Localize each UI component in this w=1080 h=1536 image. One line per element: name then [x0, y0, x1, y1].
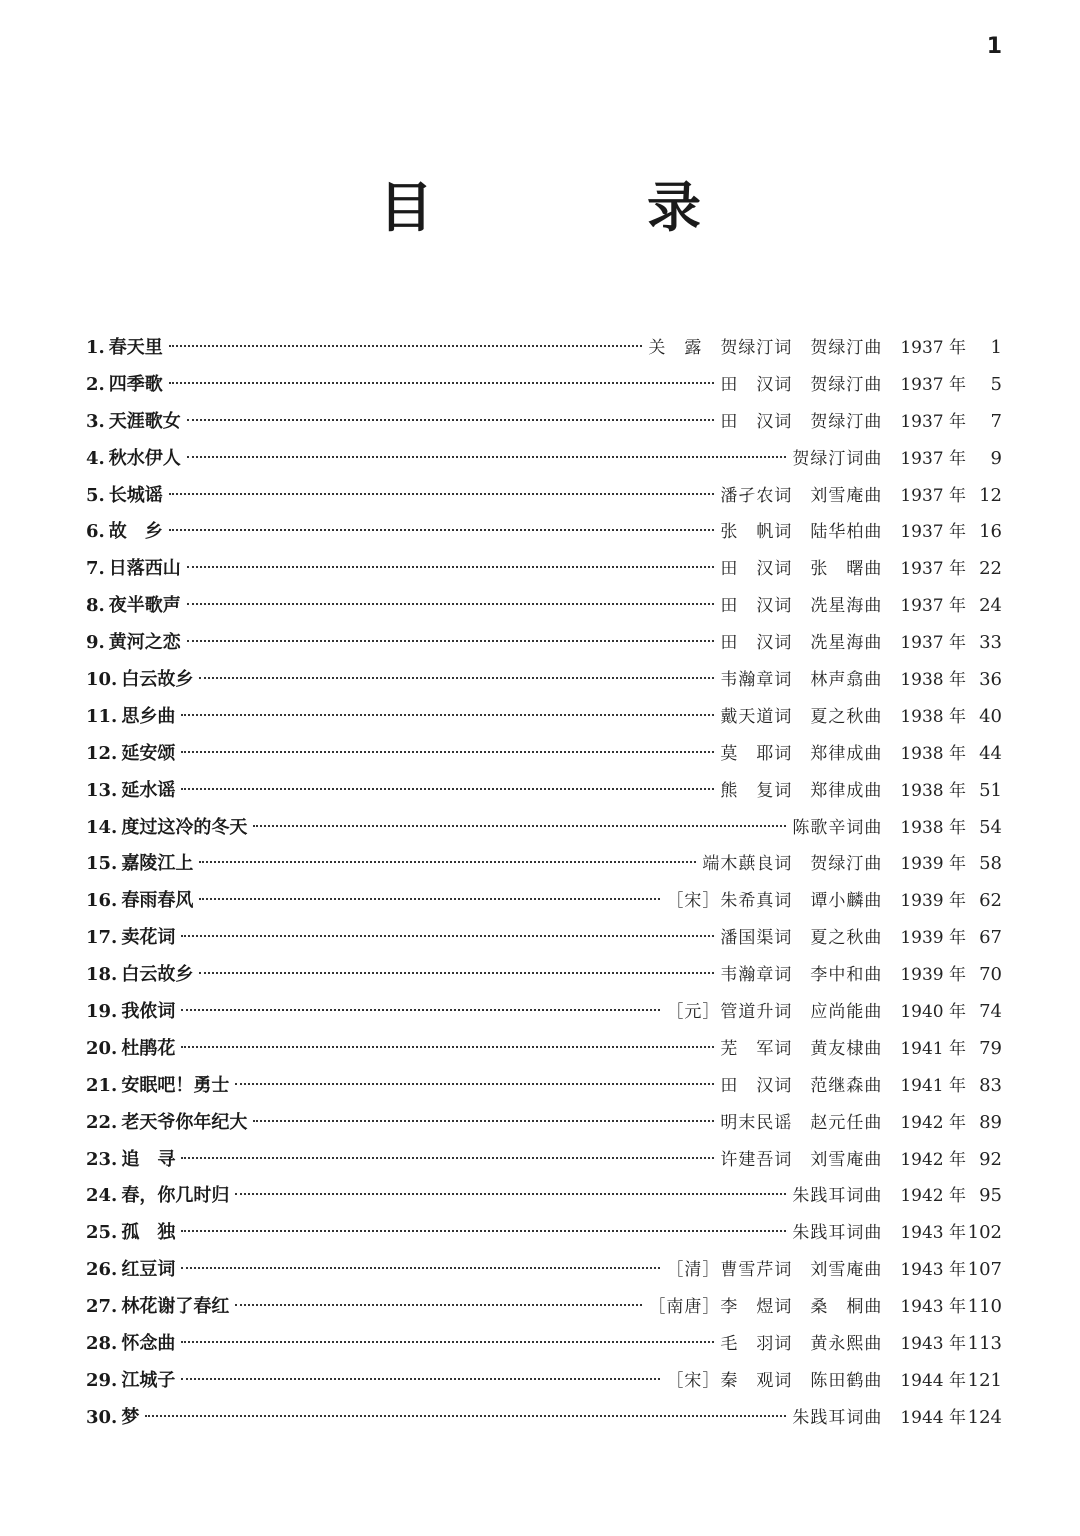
entry-title: 怀念曲: [121, 1333, 176, 1355]
entry-title: 杜鹃花: [121, 1037, 176, 1059]
entry-number: 17.: [86, 927, 118, 949]
dot-leader: [181, 1009, 660, 1011]
entry-title: 白云故乡: [121, 669, 194, 691]
entry-title: 白云故乡: [121, 964, 194, 986]
dot-leader: [169, 382, 715, 384]
entry-credits: 毛 羽词 黄永熙曲: [720, 1334, 883, 1355]
entry-credits: 熊 复词 郑律成曲: [720, 780, 883, 801]
entry-credits: 田 汉词 范继森曲: [720, 1075, 883, 1096]
toc-entry[interactable]: [86, 994, 1002, 1031]
entry-page: 44: [979, 742, 1002, 764]
entry-page: 16: [979, 521, 1002, 543]
entry-number: 20.: [86, 1037, 118, 1059]
dot-leader: [181, 1267, 660, 1269]
entry-number: 27.: [86, 1296, 118, 1318]
entry-credits: 明末民谣 赵元任曲: [720, 1112, 883, 1133]
dot-leader: [145, 1415, 786, 1417]
toc-entry[interactable]: [86, 1289, 1002, 1326]
entry-page: 22: [979, 558, 1002, 580]
entry-title: 春雨春风: [121, 890, 194, 912]
dot-leader: [187, 456, 787, 458]
toc-entry[interactable]: [86, 1215, 1002, 1252]
entry-title: 春天里: [108, 337, 163, 358]
entry-title: 老天爷你年纪大: [121, 1111, 248, 1133]
entry-year: 1940 年: [900, 1002, 966, 1023]
entry-number: 21.: [86, 1074, 118, 1096]
dot-leader: [253, 825, 786, 827]
entry-title: 嘉陵江上: [121, 853, 194, 875]
dot-leader: [235, 1304, 642, 1306]
entry-year: 1937 年: [900, 338, 966, 358]
dot-leader: [181, 751, 714, 753]
entry-title: 日落西山: [108, 558, 181, 580]
toc-entry[interactable]: [86, 883, 1002, 920]
entry-page: 102: [967, 1222, 1002, 1244]
toc-entry[interactable]: [86, 478, 1002, 515]
entry-title: 孤 独: [121, 1222, 176, 1244]
dot-leader: [181, 935, 714, 937]
entry-title: 红豆词: [121, 1259, 176, 1281]
entry-credits: 田 汉词 贺绿汀曲: [720, 411, 883, 432]
entry-number: 19.: [86, 1001, 118, 1023]
toc-entry[interactable]: [86, 551, 1002, 588]
entry-title: 林花谢了春红: [121, 1296, 230, 1318]
toc-entry[interactable]: [86, 330, 1002, 367]
entry-year: 1941 年: [900, 1075, 966, 1096]
entry-year: 1944 年: [900, 1370, 966, 1391]
entry-page: 62: [979, 890, 1002, 912]
entry-page: 7: [990, 410, 1002, 432]
entry-credits: ［宋］朱希真词 谭小麟曲: [666, 891, 883, 912]
entry-credits: 韦瀚章词 李中和曲: [720, 965, 883, 986]
entry-page: 33: [979, 632, 1002, 654]
entry-credits: 朱践耳词曲: [792, 1407, 883, 1428]
entry-page: 5: [990, 373, 1002, 395]
entry-year: 1943 年: [900, 1334, 966, 1355]
toc-entry[interactable]: [86, 699, 1002, 736]
entry-year: 1939 年: [900, 928, 966, 949]
toc-entry[interactable]: [86, 1068, 1002, 1105]
toc-entry[interactable]: [86, 404, 1002, 441]
entry-credits: ［南唐］李 煜词 桑 桐曲: [648, 1297, 883, 1318]
entry-number: 9.: [86, 632, 105, 654]
entry-title: 延安颂: [121, 742, 176, 764]
entry-credits: 陈歌辛词曲: [792, 817, 883, 838]
entry-credits: 韦瀚章词 林声翕曲: [720, 670, 883, 691]
entry-year: 1942 年: [900, 1112, 966, 1133]
toc-entry[interactable]: [86, 810, 1002, 847]
entry-credits: 张 帆词 陆华柏曲: [720, 522, 883, 543]
entry-credits: 戴天道词 夏之秋曲: [720, 706, 883, 727]
entry-year: 1937 年: [900, 411, 966, 432]
entry-number: 7.: [86, 558, 105, 580]
entry-page: 12: [979, 484, 1002, 506]
dot-leader: [181, 714, 714, 716]
toc-entry[interactable]: [86, 773, 1002, 810]
entry-page: 24: [979, 595, 1002, 617]
entry-number: 8.: [86, 595, 105, 617]
dot-leader: [199, 972, 714, 974]
toc-entry[interactable]: [86, 1031, 1002, 1068]
toc-entry[interactable]: [86, 736, 1002, 773]
entry-page: 54: [979, 816, 1002, 838]
entry-page: 107: [967, 1259, 1002, 1281]
entry-credits: 端木蕻良词 贺绿汀曲: [702, 854, 883, 875]
entry-title: 思乡曲: [121, 705, 176, 727]
entry-credits: 贺绿汀词曲: [792, 448, 883, 469]
entry-year: 1937 年: [900, 485, 966, 506]
entry-page: 74: [979, 1001, 1002, 1023]
entry-number: 28.: [86, 1333, 118, 1355]
toc-entry[interactable]: [86, 1142, 1002, 1179]
entry-page: 124: [967, 1406, 1002, 1428]
entry-title: 追 寻: [121, 1148, 176, 1170]
toc-entry[interactable]: [86, 514, 1002, 551]
page-number: 1: [986, 34, 1002, 59]
dot-leader: [187, 566, 715, 568]
entry-number: 25.: [86, 1222, 118, 1244]
entry-page: 58: [979, 853, 1002, 875]
entry-year: 1939 年: [900, 891, 966, 912]
toc-entry[interactable]: [86, 588, 1002, 625]
entry-number: 24.: [86, 1185, 118, 1207]
entry-number: 10.: [86, 669, 118, 691]
toc-entry[interactable]: [86, 441, 1002, 478]
table-of-contents: [86, 330, 1002, 1437]
toc-entry[interactable]: [86, 625, 1002, 662]
entry-title: 秋水伊人: [108, 447, 181, 469]
dot-leader: [181, 1378, 660, 1380]
entry-credits: 朱践耳词曲: [792, 1223, 883, 1244]
entry-title: 天涯歌女: [108, 410, 181, 432]
entry-title: 故 乡: [108, 521, 163, 543]
entry-credits: 芜 军词 黄友棣曲: [720, 1038, 883, 1059]
dot-leader: [253, 1120, 714, 1122]
entry-page: 70: [979, 964, 1002, 986]
entry-year: 1937 年: [900, 559, 966, 580]
entry-page: 9: [990, 447, 1002, 469]
toc-entry[interactable]: [86, 662, 1002, 699]
toc-entry[interactable]: [86, 1363, 1002, 1400]
entry-credits: 田 汉词 贺绿汀曲: [720, 374, 883, 395]
entry-title: 春，你几时归: [121, 1185, 230, 1207]
entry-number: 4.: [86, 447, 105, 469]
entry-year: 1937 年: [900, 448, 966, 469]
dot-leader: [169, 493, 715, 495]
entry-page: 67: [979, 927, 1002, 949]
toc-entry[interactable]: [86, 957, 1002, 994]
entry-page: 83: [979, 1074, 1002, 1096]
entry-credits: 关 露 贺绿汀词 贺绿汀曲: [648, 338, 883, 358]
entry-page: 36: [979, 669, 1002, 691]
entry-page: 40: [979, 705, 1002, 727]
toc-entry[interactable]: [86, 920, 1002, 957]
toc-entry[interactable]: [86, 1178, 1002, 1215]
entry-year: 1937 年: [900, 522, 966, 543]
entry-credits: 田 汉词 张 曙曲: [720, 559, 883, 580]
toc-entry[interactable]: [86, 1400, 1002, 1437]
entry-page: 95: [979, 1185, 1002, 1207]
entry-number: 30.: [86, 1406, 118, 1428]
entry-number: 1.: [86, 337, 105, 358]
entry-number: 16.: [86, 890, 118, 912]
entry-number: 6.: [86, 521, 105, 543]
entry-credits: 田 汉词 冼星海曲: [720, 596, 883, 617]
dot-leader: [181, 1341, 714, 1343]
entry-number: 2.: [86, 373, 105, 395]
entry-year: 1938 年: [900, 743, 966, 764]
entry-number: 22.: [86, 1111, 118, 1133]
entry-year: 1938 年: [900, 817, 966, 838]
entry-title: 江城子: [121, 1369, 176, 1391]
entry-year: 1941 年: [900, 1038, 966, 1059]
entry-title: 梦: [121, 1406, 140, 1428]
entry-year: 1943 年: [900, 1297, 966, 1318]
entry-title: 安眠吧！勇士: [121, 1074, 230, 1096]
entry-page: 92: [979, 1148, 1002, 1170]
toc-entry[interactable]: [86, 1252, 1002, 1289]
dot-leader: [181, 1157, 714, 1159]
entry-number: 3.: [86, 410, 105, 432]
dot-leader: [181, 1230, 786, 1232]
entry-number: 26.: [86, 1259, 118, 1281]
entry-page: 1: [990, 337, 1002, 358]
dot-leader: [235, 1193, 786, 1195]
dot-leader: [187, 603, 715, 605]
entry-number: 12.: [86, 742, 118, 764]
entry-page: 121: [967, 1369, 1002, 1391]
entry-year: 1939 年: [900, 854, 966, 875]
dot-leader: [199, 861, 696, 863]
entry-title: 度过这冷的冬天: [121, 816, 248, 838]
toc-entry[interactable]: [86, 846, 1002, 883]
entry-number: 5.: [86, 484, 105, 506]
entry-number: 29.: [86, 1369, 118, 1391]
entry-title: 卖花词: [121, 927, 176, 949]
dot-leader: [235, 1083, 714, 1085]
entry-year: 1937 年: [900, 596, 966, 617]
entry-credits: 朱践耳词曲: [792, 1186, 883, 1207]
entry-credits: ［元］管道升词 应尚能曲: [666, 1002, 883, 1023]
entry-credits: ［清］曹雪芹词 刘雪庵曲: [666, 1260, 883, 1281]
entry-credits: 潘国渠词 夏之秋曲: [720, 928, 883, 949]
entry-title: 黄河之恋: [108, 632, 181, 654]
entry-year: 1943 年: [900, 1260, 966, 1281]
entry-credits: ［宋］秦 观词 陈田鹤曲: [666, 1370, 883, 1391]
entry-year: 1938 年: [900, 706, 966, 727]
entry-title: 夜半歌声: [108, 595, 181, 617]
entry-title: 四季歌: [108, 373, 163, 395]
entry-credits: 田 汉词 冼星海曲: [720, 633, 883, 654]
dot-leader: [169, 529, 715, 531]
entry-number: 13.: [86, 779, 118, 801]
entry-year: 1937 年: [900, 374, 966, 395]
entry-title: 长城谣: [108, 484, 163, 506]
entry-page: 79: [979, 1037, 1002, 1059]
entry-number: 23.: [86, 1148, 118, 1170]
entry-credits: 潘孑农词 刘雪庵曲: [720, 485, 883, 506]
entry-year: 1942 年: [900, 1186, 966, 1207]
entry-number: 11.: [86, 705, 118, 727]
entry-credits: 莫 耶词 郑律成曲: [720, 743, 883, 764]
dot-leader: [187, 419, 715, 421]
dot-leader: [181, 1046, 714, 1048]
entry-page: 113: [967, 1333, 1002, 1355]
dot-leader: [199, 898, 660, 900]
entry-year: 1938 年: [900, 780, 966, 801]
dot-leader: [169, 345, 643, 347]
entry-title: 延水谣: [121, 779, 176, 801]
dot-leader: [199, 677, 714, 679]
dot-leader: [181, 788, 714, 790]
entry-page: 51: [979, 779, 1002, 801]
entry-year: 1943 年: [900, 1223, 966, 1244]
entry-title: 我侬词: [121, 1001, 176, 1023]
entry-year: 1937 年: [900, 633, 966, 654]
entry-year: 1939 年: [900, 965, 966, 986]
entry-year: 1944 年: [900, 1407, 966, 1428]
entry-year: 1938 年: [900, 670, 966, 691]
toc-entry[interactable]: [86, 1105, 1002, 1142]
toc-entry[interactable]: [86, 1326, 1002, 1363]
dot-leader: [187, 640, 715, 642]
entry-number: 14.: [86, 816, 118, 838]
entry-year: 1942 年: [900, 1149, 966, 1170]
entry-credits: 许建吾词 刘雪庵曲: [720, 1149, 883, 1170]
entry-page: 110: [967, 1296, 1002, 1318]
entry-number: 18.: [86, 964, 118, 986]
toc-entry[interactable]: [86, 367, 1002, 404]
entry-number: 15.: [86, 853, 118, 875]
entry-page: 89: [979, 1111, 1002, 1133]
page-title: 目 录: [379, 176, 781, 239]
